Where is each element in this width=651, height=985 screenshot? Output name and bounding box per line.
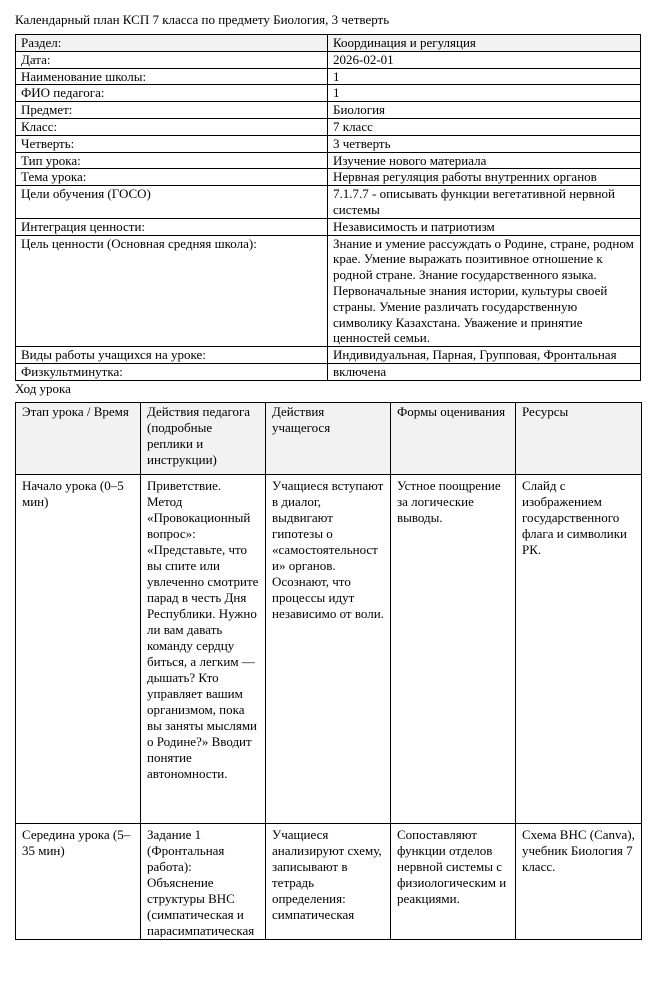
- lesson-row-middle: [16, 823, 642, 939]
- resources-cell: [516, 823, 642, 939]
- info-key: Предмет:: [16, 102, 328, 119]
- lesson-header-row: [16, 402, 642, 474]
- header-resources: Ресурсы: [516, 402, 642, 474]
- stage-text: Середина урока (5–35 мин): [22, 826, 131, 858]
- info-row: [16, 135, 641, 152]
- info-value: 7.1.7.7 - описывать функции вегетативной нервной системы: [328, 186, 641, 219]
- student-actions-cell: [266, 823, 391, 939]
- teacher-actions-cell: Приветствие. Метод «Провокационный вопрос»: «Представьте, что вы спите или увлеченно смотрите парад в честь Дня Республики. Нужно ли вам давать команду сердцу биться, а легким — дышать? Кто управляет вашим организмом, пока вы заняты мыслями о Родине?» Вводит понятие автономности.: [141, 474, 266, 823]
- info-row: [16, 35, 641, 52]
- info-value: 1: [328, 85, 641, 102]
- header-stage: Этап урока / Время: [16, 402, 141, 474]
- lesson-section-label: Ход урока: [15, 380, 71, 396]
- info-key: Цель ценности (Основная средняя школа):: [16, 235, 328, 347]
- info-row: [16, 152, 641, 169]
- header-assessment: Формы оценивания: [391, 402, 516, 474]
- info-row: [16, 169, 641, 186]
- assessment-cell: Устное поощрение за логические выводы.: [391, 474, 516, 823]
- resources-text: Схема ВНС (Canva), учебник Биология 7 класс.: [522, 826, 635, 874]
- info-value: Независимость и патриотизм: [328, 218, 641, 235]
- document-title: Календарный план КСП 7 класса по предмету Биология, 3 четверть: [15, 12, 390, 27]
- info-value: 3 четверть: [328, 135, 641, 152]
- info-key: Дата:: [16, 51, 328, 68]
- info-value: 1: [328, 68, 641, 85]
- teacher-actions-text: Задание 1 (Фронтальная работа): Объяснение структуры ВНС (симпатическая и парасимпатическая: [147, 826, 255, 937]
- info-row: [16, 363, 641, 380]
- info-value: 7 класс: [328, 118, 641, 135]
- student-actions-text: Учащиеся анализируют схему, записывают в тетрадь определения: симпатическая: [272, 826, 382, 922]
- resources-cell: Слайд с изображением государственного флага и символики РК.: [516, 474, 642, 823]
- assessment-text: Сопоставляют функции отделов нервной системы с физиологическим и реакциями.: [397, 826, 507, 906]
- info-value: Изучение нового материала: [328, 152, 641, 169]
- info-key: Физкультминутка:: [16, 363, 328, 380]
- info-key: Интеграция ценности:: [16, 218, 328, 235]
- document-page: [15, 0, 641, 940]
- info-key: Раздел:: [16, 35, 328, 52]
- info-key: Виды работы учащихся на уроке:: [16, 347, 328, 364]
- info-key: Тип урока:: [16, 152, 328, 169]
- info-row: [16, 347, 641, 364]
- info-key: Наименование школы:: [16, 68, 328, 85]
- info-value: включена: [328, 363, 641, 380]
- teacher-actions-cell: [141, 823, 266, 939]
- info-key: Цели обучения (ГОСО): [16, 186, 328, 219]
- info-row: [16, 186, 641, 219]
- lesson-row-start: [16, 474, 642, 823]
- info-value: Индивидуальная, Парная, Групповая, Фронтальная: [328, 347, 641, 364]
- info-value: Знание и умение рассуждать о Родине, стране, родном крае. Умение выражать позитивное отношение к родной стране. Знание государственного языка. Первоначальные знания истории, культуры своей страны. Умение различать государственную символику Казахстана. Уважение и принятие ценностей семьи.: [328, 235, 641, 347]
- stage-cell: [16, 823, 141, 939]
- info-row: [16, 51, 641, 68]
- info-row: [16, 218, 641, 235]
- stage-cell: Начало урока (0–5 мин): [16, 474, 141, 823]
- header-teacher-actions: Действия педагога (подробные реплики и инструкции): [141, 402, 266, 474]
- info-key: Класс:: [16, 118, 328, 135]
- student-actions-cell: Учащиеся вступают в диалог, выдвигают гипотезы о «самостоятельности» органов. Осознают, что процессы идут независимо от воли.: [266, 474, 391, 823]
- info-table: [15, 34, 641, 381]
- lesson-table: [15, 402, 642, 940]
- header-student-actions: Действия учащегося: [266, 402, 391, 474]
- info-key: Четверть:: [16, 135, 328, 152]
- info-row: [16, 118, 641, 135]
- info-row: [16, 102, 641, 119]
- info-key: ФИО педагога:: [16, 85, 328, 102]
- info-value: 2026-02-01: [328, 51, 641, 68]
- info-value: Координация и регуляция: [328, 35, 641, 52]
- info-row: [16, 68, 641, 85]
- info-value: Нервная регуляция работы внутренних органов: [328, 169, 641, 186]
- info-row: [16, 235, 641, 347]
- info-key: Тема урока:: [16, 169, 328, 186]
- info-row: [16, 85, 641, 102]
- info-value: Биология: [328, 102, 641, 119]
- assessment-cell: [391, 823, 516, 939]
